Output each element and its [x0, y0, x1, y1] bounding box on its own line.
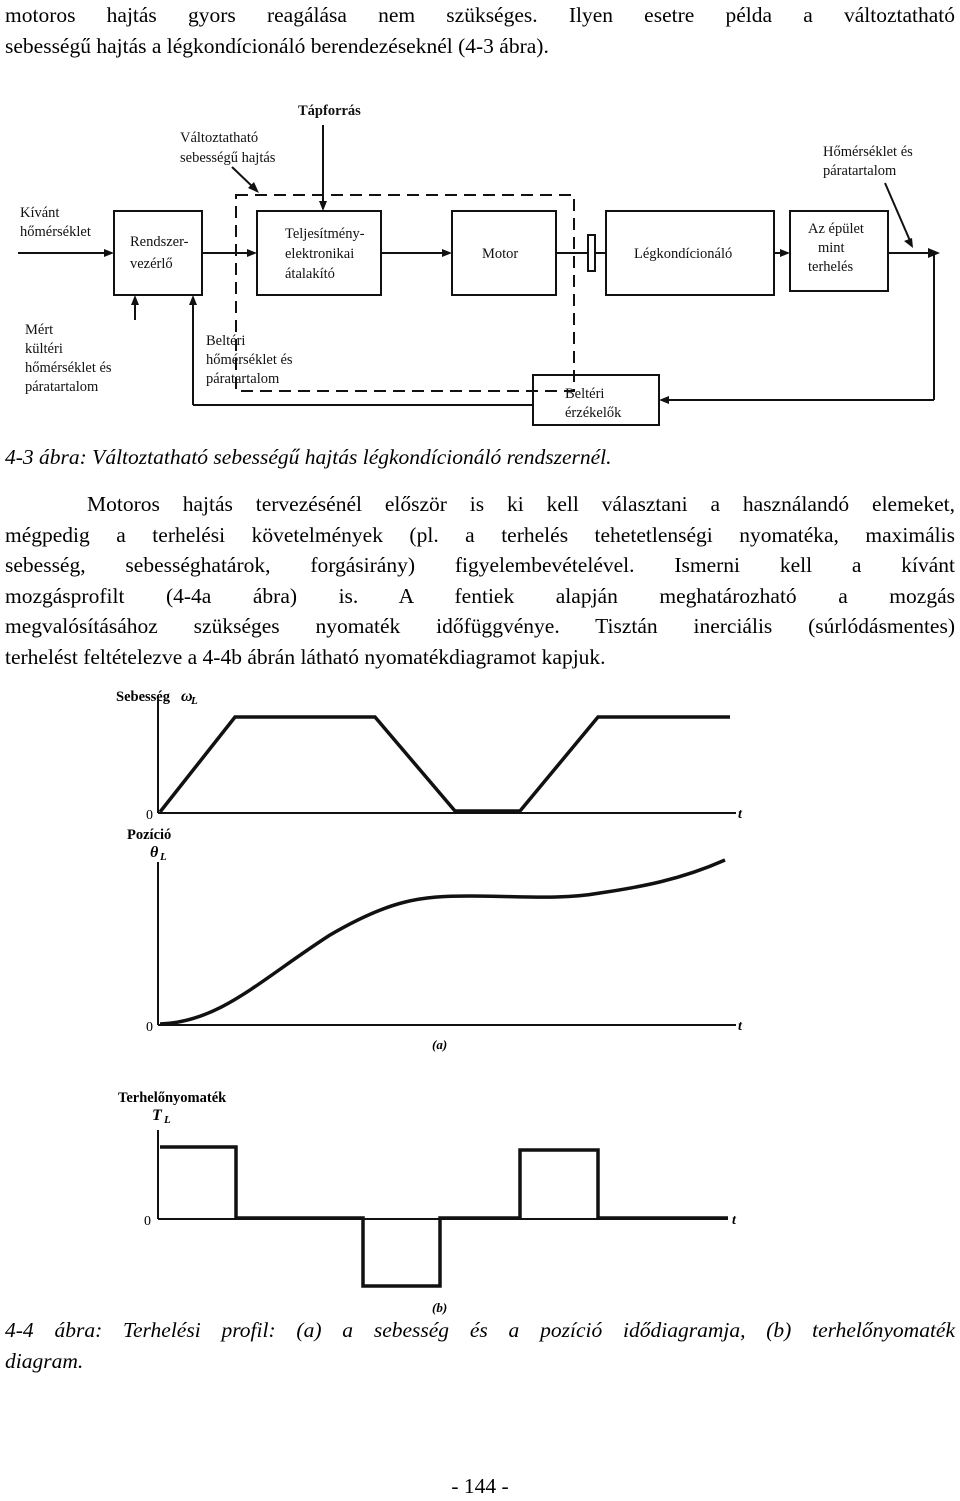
converter-label-3: átalakító	[285, 266, 335, 282]
torque-curve	[160, 1147, 728, 1286]
controller-box	[114, 211, 202, 295]
position-zero: 0	[146, 1020, 153, 1035]
speed-axis-subscript: L	[191, 695, 198, 707]
speed-axis-label: Sebesség	[116, 689, 170, 705]
temp-humidity-label-1: Hőmérséklet és	[823, 144, 913, 160]
converter-label-1: Teljesítmény-	[285, 226, 365, 242]
figure-4-4-caption-line-1: 4-4 ábra: Terhelési profil: (a) a sebesség és a pozíció idődiagramja, (b) terhelőnyomaték	[5, 1318, 955, 1342]
torque-axis-label: Terhelőnyomaték	[118, 1090, 227, 1106]
motor-label: Motor	[482, 246, 519, 262]
position-axis-subscript: L	[160, 851, 167, 863]
sensors-label-1: Beltéri	[565, 386, 605, 402]
position-curve	[160, 860, 725, 1024]
speed-diagram	[0, 680, 960, 823]
para-line-1: Motoros hajtás tervezésénél először is ki kell választani a használandó elemeket,	[87, 492, 955, 516]
vsd-label-1: Változtatható	[180, 130, 259, 146]
body-paragraph	[5, 489, 955, 672]
indoor-label-1: Beltéri	[206, 333, 246, 349]
building-label-3: terhelés	[808, 259, 854, 275]
position-axis-label: Pozíció	[127, 827, 172, 843]
desired-temp-label-1: Kívánt	[20, 205, 60, 221]
para-line-4: mozgásprofilt (4-4a ábra) is. A fentiek alapján meghatározható a mozgás	[5, 583, 955, 608]
speed-curve	[160, 717, 730, 812]
torque-zero: 0	[144, 1214, 151, 1229]
torque-axis-symbol: T	[152, 1107, 162, 1124]
outdoor-label-4: páratartalom	[25, 379, 99, 395]
vsd-label-2: sebességű hajtás	[180, 150, 276, 166]
outdoor-label-1: Mért	[25, 322, 54, 338]
intro-line-1: motoros hajtás gyors reagálása nem szükséges. Ilyen esetre példa a változtatható	[5, 3, 955, 27]
speed-t-label: t	[738, 807, 742, 822]
torque-axis-subscript: L	[164, 1114, 171, 1126]
desired-temp-label-2: hőmérséklet	[20, 224, 91, 240]
controller-label-1: Rendszer-	[130, 234, 189, 250]
para-line-3: sebesség, sebességhatárok, forgásirány) figyelembevételével. Ismerni kell a kívánt	[5, 553, 955, 577]
figure-4-3-caption: 4-3 ábra: Változtatható sebességű hajtás légkondícionáló rendszernél.	[5, 445, 612, 469]
position-axis-symbol: θ	[150, 844, 159, 861]
sensors-label-2: érzékelők	[565, 405, 622, 421]
position-diagram	[0, 825, 960, 1055]
outdoor-label-3: hőmérséklet és	[25, 360, 112, 376]
indoor-label-3: páratartalom	[206, 371, 280, 387]
para-line-6: terhelést feltételezve a 4-4b ábrán látható nyomatékdiagramot kapjuk.	[5, 644, 606, 669]
position-t-label: t	[738, 1019, 742, 1034]
intro-text	[5, 0, 955, 61]
outdoor-label-2: kültéri	[25, 341, 63, 357]
intro-line-2: sebességű hajtás a légkondícionáló berendezéseknél (4-3 ábra).	[5, 33, 549, 58]
torque-diagram	[0, 1085, 960, 1317]
speed-zero: 0	[146, 808, 153, 823]
indoor-label-2: hőmérséklet és	[206, 352, 293, 368]
subfigure-b-label: (b)	[432, 1300, 448, 1315]
ac-label: Légkondícionáló	[634, 246, 733, 262]
building-label-1: Az épület	[808, 221, 864, 237]
converter-label-2: elektronikai	[285, 246, 355, 262]
building-label-2: mint	[818, 240, 845, 256]
figure-4-3-block-diagram	[0, 95, 960, 435]
temp-humidity-label-2: páratartalom	[823, 163, 897, 179]
subfigure-a-label: (a)	[432, 1037, 448, 1052]
figure-4-4-caption-line-2: diagram.	[5, 1349, 84, 1373]
controller-label-2: vezérlő	[130, 256, 173, 272]
page-number: - 144 -	[451, 1474, 509, 1498]
coupling	[588, 235, 595, 271]
para-line-2: mégpedig a terhelési követelmények (pl. a terhelés tehetetlenségi nyomatéka, maximális	[5, 522, 955, 547]
speed-axis-symbol: ω	[181, 688, 193, 705]
torque-t-label: t	[732, 1213, 736, 1228]
para-line-5: megvalósításához szükséges nyomaték időfüggvénye. Tisztán inerciális (súrlódásmentes)	[5, 614, 955, 638]
power-source-label: Tápforrás	[298, 103, 361, 119]
